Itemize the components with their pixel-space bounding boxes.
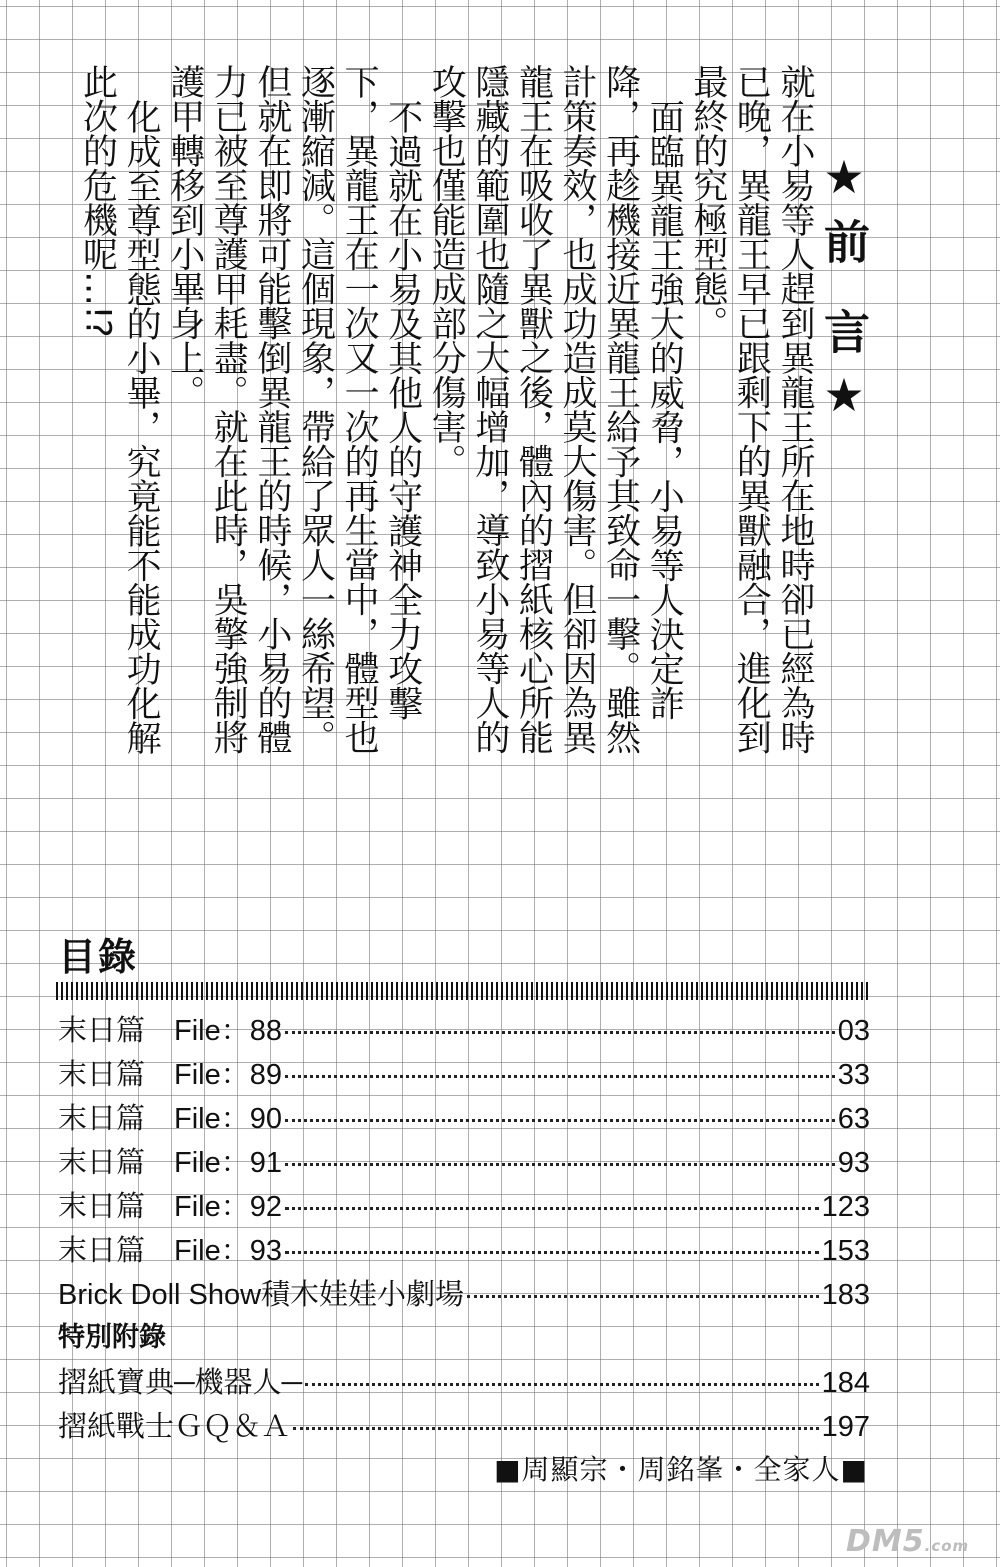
preface-body <box>75 64 816 784</box>
toc-entry-page: 03 <box>837 1015 870 1047</box>
dot-leader <box>285 1251 819 1254</box>
dot-leader <box>285 1031 835 1034</box>
toc-entry-page: 63 <box>837 1103 870 1135</box>
toc-entry-page: 153 <box>821 1235 870 1267</box>
dot-leader <box>285 1163 835 1166</box>
toc-entry[interactable] <box>58 1008 870 1052</box>
toc-entry-page: 93 <box>837 1147 870 1179</box>
toc-title: 目錄 <box>58 935 139 979</box>
toc-entry-page: 123 <box>821 1191 870 1223</box>
preface-paragraph: 面臨異龍王強大的威脅，小易等人決定詐降，再趁機接近異龍王給予其致命一擊。雖然計策奏效，也成功造成莫大傷害。但卻因為異龍王在吸收了異獸之後，體內的摺紙核心所能隱藏的範圍也隨之大幅增加，導致小易等人的攻擊也僅能造成部分傷害。 <box>426 64 685 754</box>
toc-entry[interactable] <box>58 1140 870 1184</box>
toc-entry-page: 197 <box>821 1411 870 1443</box>
preface-title: ★前 言★ <box>817 150 871 437</box>
dot-leader <box>467 1295 819 1298</box>
dot-leader <box>285 1119 835 1122</box>
toc-entry[interactable] <box>58 1228 870 1272</box>
preface-paragraph: 化成至尊型態的小畢，究竟能不能成功化解此次的危機呢…!? <box>77 64 162 755</box>
toc-entry[interactable] <box>58 1404 870 1448</box>
preface-paragraph: 就在小易等人趕到異龍王所在地時卻已經為時已晚，異龍王早已跟剩下的異獸融合，進化到最終的究極型態。 <box>687 64 815 754</box>
toc-entry[interactable] <box>58 1272 870 1316</box>
toc-entry-label: 末日篇 File：88 <box>58 1015 282 1047</box>
toc-entry[interactable] <box>58 1052 870 1096</box>
dot-leader <box>305 1383 819 1386</box>
watermark-text: DM5 <box>846 1524 925 1559</box>
toc-entry-page: 184 <box>821 1367 870 1399</box>
toc-entry-label: 末日篇 File：90 <box>58 1103 282 1135</box>
toc-entry-label: 末日篇 File：93 <box>58 1235 282 1267</box>
watermark-logo <box>846 1524 969 1559</box>
credit-line: ■周顯宗・周銘峯・全家人■ <box>494 1453 868 1486</box>
toc-entry-page: 183 <box>821 1279 870 1311</box>
toc-entry-label: 末日篇 File：89 <box>58 1059 282 1091</box>
toc-entry-label: 摺紙戰士ＧＱ＆Ａ <box>58 1411 291 1443</box>
toc-entry-label: 末日篇 File：91 <box>58 1147 282 1179</box>
watermark-suffix: .com <box>924 1537 970 1555</box>
toc-entry[interactable] <box>58 1360 870 1404</box>
toc-entry[interactable] <box>58 1096 870 1140</box>
dot-leader <box>285 1207 819 1210</box>
dot-leader <box>285 1075 835 1078</box>
toc-entry-label: 摺紙寶典─機器人─ <box>58 1367 303 1399</box>
toc-entry-label: Brick Doll Show積木娃娃小劇場 <box>58 1279 465 1311</box>
toc-entry-page: 33 <box>837 1059 870 1091</box>
toc-entry[interactable] <box>58 1184 870 1228</box>
toc-divider <box>56 982 868 1000</box>
toc-entry-label: 末日篇 File：92 <box>58 1191 282 1223</box>
dot-leader <box>293 1427 819 1430</box>
table-of-contents <box>58 1008 870 1448</box>
preface-paragraph: 不過就在小易及其他人的守護神全力攻擊下，異龍王在一次又一次的再生當中，體型也逐漸縮減。這個現象，帶給了眾人一絲希望。但就在即將可能擊倒異龍王的時候，小易的體力已被至尊護甲耗盡。就在此時，吳擎強制將護甲轉移到小畢身上。 <box>164 64 423 754</box>
special-appendix-heading: 特別附錄 <box>58 1322 166 1353</box>
